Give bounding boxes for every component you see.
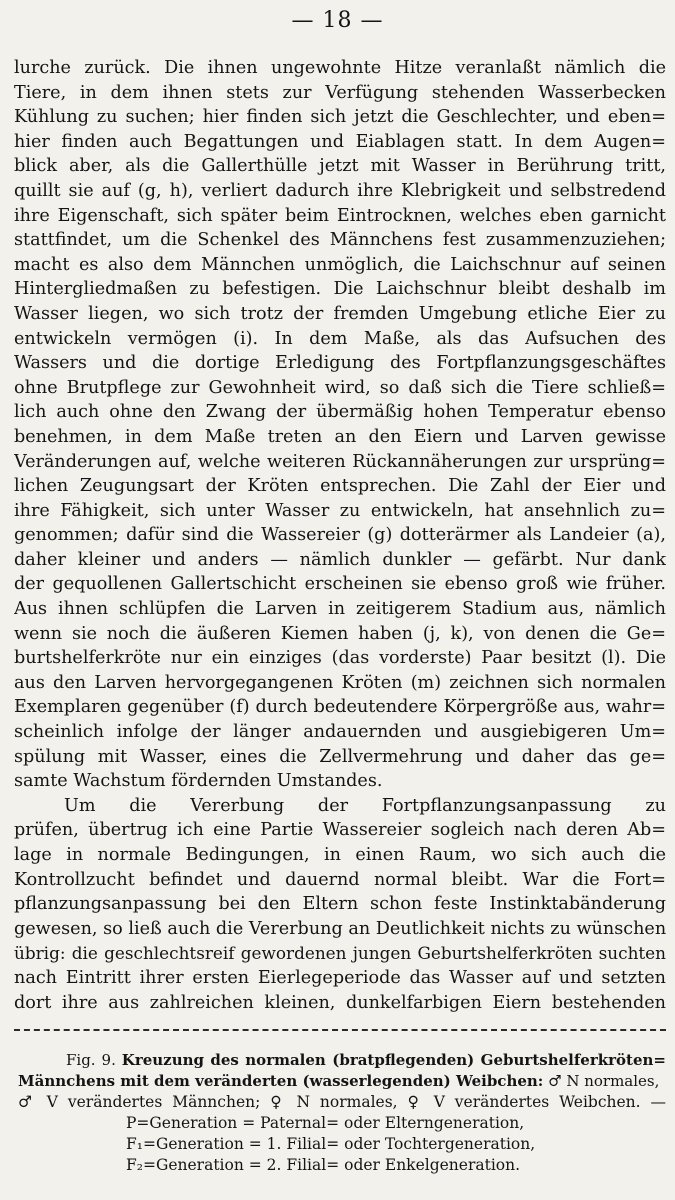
text-line: wenn sie noch die äußeren Kiemen haben (j, k), von denen die Ge=	[14, 623, 666, 644]
text-line: Kontrollzucht befindet und dauernd normal bleibt. War die Fort=	[14, 869, 666, 890]
text-line: macht es also dem Männchen unmöglich, die Laichschnur auf seinen	[14, 254, 666, 275]
caption-title-part-1: Kreuzung des normalen (bratpflegenden) Geburtshelferkröten=	[121, 1051, 666, 1069]
text-line: pflanzungsanpassung bei den Eltern schon feste Instinktabänderung	[14, 894, 666, 915]
text-line: ihre Eigenschaft, sich später beim Eintrocknen, welches eben garnicht	[14, 205, 666, 226]
text-line: scheinlich infolge der länger andauernden und ausgiebigeren Um=	[14, 722, 666, 743]
caption-generation-f1: F₁=Generation = 1. Filial= oder Tochtergeneration,	[126, 1135, 536, 1153]
page-number: — 18 —	[291, 8, 384, 33]
text-line: ihre Fähigkeit, sich unter Wasser zu entwickeln, hat ansehnlich zu=	[14, 500, 666, 521]
text-line: der gequollenen Gallertschicht erscheinen sie ebenso groß wie früher.	[14, 574, 666, 595]
text-line-paragraph-start: Um die Vererbung der Fortpflanzungsanpassung zu	[64, 795, 666, 816]
text-line: burtshelferkröte nur ein einziges (das vorderste) Paar besitzt (l). Die	[14, 648, 666, 669]
text-line: entwickeln vermögen (i). In dem Maße, als das Aufsuchen des	[14, 328, 666, 349]
text-line: Exemplaren gegenüber (f) durch bedeutendere Körpergröße aus, wahr=	[14, 697, 666, 718]
body-text	[14, 56, 666, 1015]
text-line: ohne Brutpflege zur Gewohnheit wird, so daß sich die Tiere schließ=	[14, 377, 666, 398]
text-line: Tiere, in dem ihnen stets zur Verfügung stehenden Wasserbecken	[14, 82, 666, 103]
text-line: daher kleiner und anders — nämlich dunkler — gefärbt. Nur dank	[14, 549, 666, 570]
text-line: spülung mit Wasser, eines die Zellvermehrung und daher das ge=	[14, 746, 666, 767]
text-line: benehmen, in dem Maße treten an den Eiern und Larven gewisse	[14, 426, 666, 447]
footnote-divider	[14, 1029, 666, 1031]
figure-label: Fig. 9.	[66, 1051, 116, 1069]
text-line: prüfen, übertrug ich eine Partie Wassereier sogleich nach deren Ab=	[14, 820, 666, 841]
caption-legend-male-normal: ♂ N normales,	[543, 1072, 660, 1090]
text-line: Wassers und die dortige Erledigung des Fortpflanzungsgeschäftes	[14, 353, 666, 374]
text-line: Aus ihnen schlüpfen die Larven in zeitigerem Stadium aus, nämlich	[14, 599, 666, 620]
caption-legend-line: ♂ V verändertes Männchen; ♀ N normales, ♀ V verändertes Weibchen. —	[18, 1093, 666, 1111]
text-line: Veränderungen auf, welche weiteren Rückannäherungen zur ursprüng=	[14, 451, 666, 472]
text-line: übrig: die geschlechtsreif gewordenen jungen Geburtshelferkröten suchten	[14, 943, 666, 964]
caption-title-part-2: Männchens mit dem veränderten (wasserlegenden) Weibchen:	[18, 1072, 544, 1090]
text-line: Kühlung zu suchen; hier finden sich jetzt die Geschlechter, und eben=	[14, 107, 666, 128]
text-line: lage in normale Bedingungen, in einen Raum, wo sich auch die	[14, 845, 666, 865]
text-line: lich auch ohne den Zwang der übermäßig hohen Temperatur ebenso	[14, 402, 666, 423]
text-line: lichen Zeugungsart der Kröten entsprechen. Die Zahl der Eier und	[14, 476, 666, 497]
text-line: hier finden auch Begattungen und Eiablagen statt. In dem Augen=	[14, 131, 666, 152]
text-line: nach Eintritt ihrer ersten Eierlegeperiode das Wasser auf und setzten	[14, 967, 666, 988]
text-line: stattfindet, um die Schenkel des Männchens fest zusammenzuziehen;	[14, 230, 666, 251]
text-line: Hintergliedmaßen zu befestigen. Die Laichschnur bleibt deshalb im	[14, 279, 666, 300]
text-line: Wasser liegen, wo sich trotz der fremden Umgebung etliche Eier zu	[14, 303, 666, 324]
caption-generation-p: P=Generation = Paternal= oder Elterngeneration,	[126, 1114, 525, 1132]
caption-generation-f2: F₂=Generation = 2. Filial= oder Enkelgeneration.	[126, 1156, 521, 1174]
text-line: aus den Larven hervorgegangenen Kröten (m) zeichnen sich normalen	[14, 672, 666, 693]
figure-caption	[18, 1050, 666, 1176]
caption-title-line-2	[18, 1071, 666, 1092]
text-line: quillt sie auf (g, h), verliert dadurch ihre Klebrigkeit und selbstredend	[14, 180, 666, 201]
text-line: genommen; dafür sind die Wassereier (g) dotterärmer als Landeier (a),	[14, 525, 666, 546]
text-line: dort ihre aus zahlreichen kleinen, dunkelfarbigen Eiern bestehenden	[14, 992, 666, 1013]
caption-title-line-1	[18, 1050, 666, 1071]
text-line: blick aber, als die Gallerthülle jetzt mit Wasser in Berührung tritt,	[14, 156, 666, 177]
text-line: gewesen, so ließ auch die Vererbung an Deutlichkeit nichts zu wünschen	[14, 918, 666, 939]
text-line: lurche zurück. Die ihnen ungewohnte Hitze veranlaßt nämlich die	[14, 58, 666, 78]
text-line-paragraph-end: samte Wachstum fördernden Umstandes.	[14, 771, 383, 792]
